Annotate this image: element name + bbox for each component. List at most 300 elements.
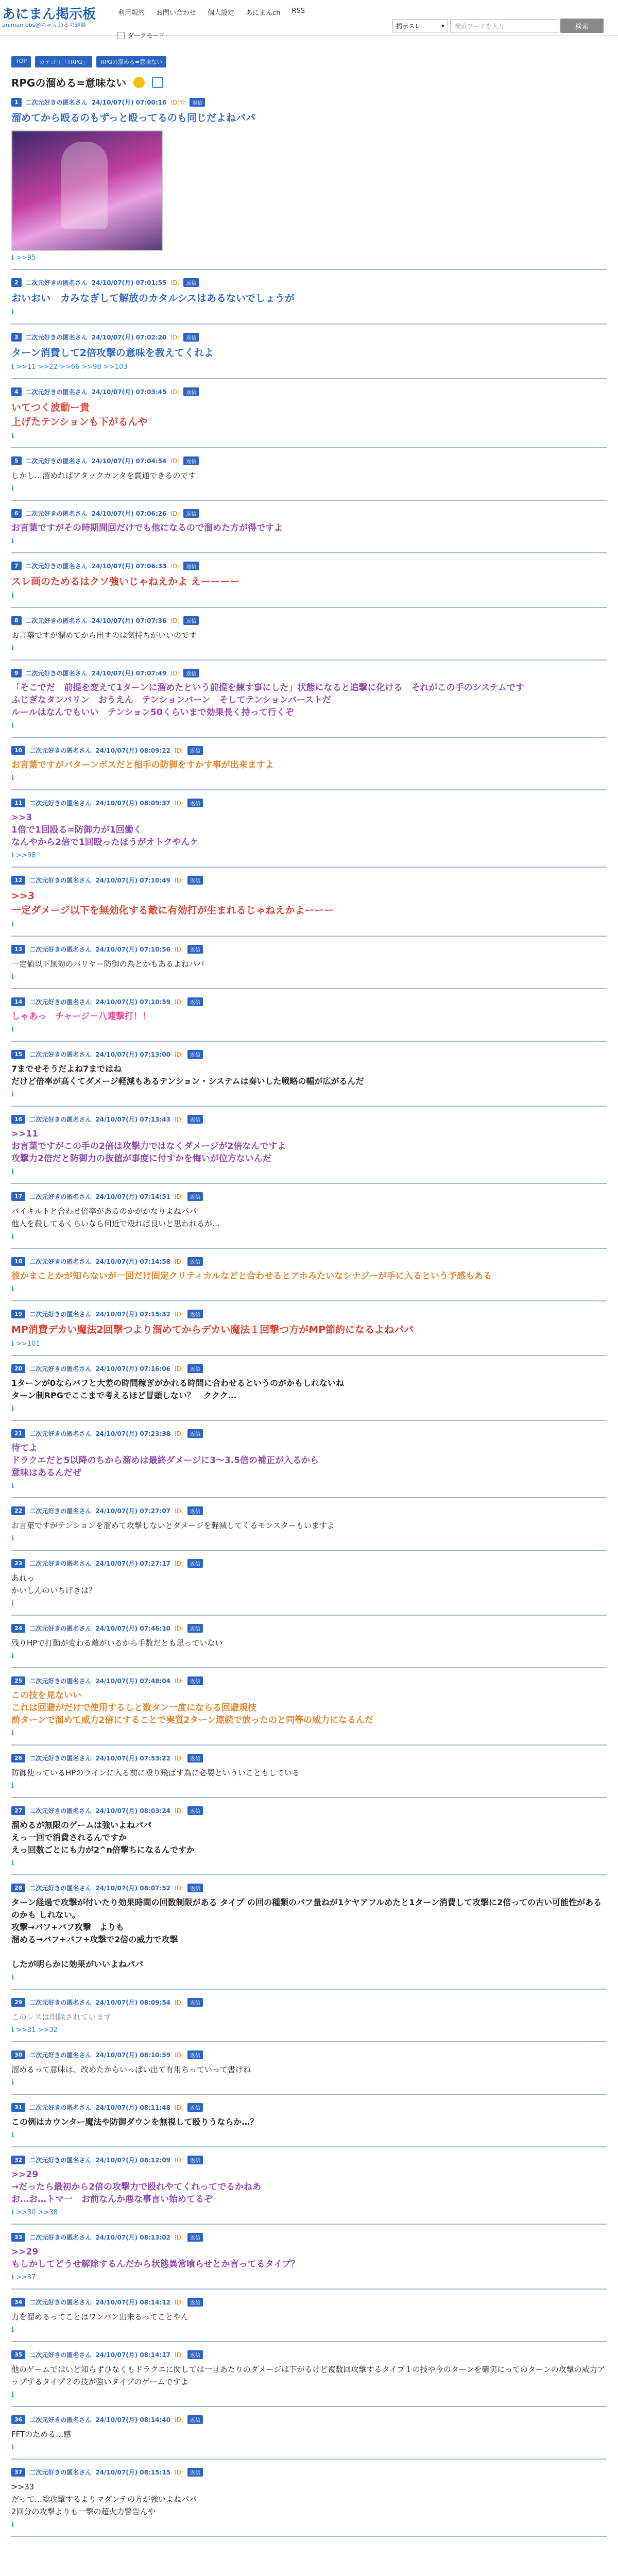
post-body: 彼かまことかが知らないが一回だけ固定クリティカルなどと合わせるとアホみたいなシナジーが手に入るという予感もある xyxy=(11,1271,492,1281)
post xyxy=(11,562,607,608)
post-number[interactable]: 5 xyxy=(11,456,22,465)
reply-button[interactable]: 返信 xyxy=(183,278,199,287)
post-author: 二次元好きの匿名さん xyxy=(29,1677,92,1685)
ref-icon: ℹ xyxy=(11,852,14,859)
post-header xyxy=(11,278,607,287)
reply-refs[interactable] xyxy=(11,1974,607,1981)
post-divider xyxy=(11,867,607,868)
reply-button[interactable]: 返信 xyxy=(187,1364,203,1373)
post-number[interactable]: 21 xyxy=(11,1429,25,1438)
reply-button[interactable]: 返信 xyxy=(187,1676,203,1685)
post-header xyxy=(11,1559,607,1568)
post-body: >>3 1倍で1回殴る=防御力が1回働く なんやから2倍で1回殴ったほうがオトクやんケ xyxy=(11,812,199,848)
breadcrumb-top[interactable]: TOP xyxy=(11,56,31,67)
reply-button[interactable]: 返信 xyxy=(187,1806,203,1815)
post-author: 二次元好きの匿名さん xyxy=(29,2052,92,2059)
post-date: 24/10/07(月) 07:07:49 xyxy=(91,670,167,677)
post-header xyxy=(11,562,607,570)
reply-button[interactable]: 返信 xyxy=(187,2103,203,2112)
reply-button[interactable]: 返信 xyxy=(187,1192,203,1201)
post-id: ID: xyxy=(170,333,180,341)
post-number[interactable]: 26 xyxy=(11,1754,25,1762)
reply-refs[interactable] xyxy=(11,1482,607,1490)
post-divider xyxy=(11,1041,607,1042)
post-author: 二次元好きの匿名さん xyxy=(29,1258,92,1265)
post-id: ID: xyxy=(175,998,183,1006)
post-id: ID:Yr xyxy=(170,98,186,106)
post-id: ID: xyxy=(175,876,183,884)
ref-icon: ℹ xyxy=(11,1535,14,1543)
post-date: 24/10/07(月) 08:07:52 xyxy=(95,1885,171,1892)
post-date: 24/10/07(月) 07:13:00 xyxy=(95,1051,171,1058)
post-date: 24/10/07(月) 07:53:22 xyxy=(95,1755,171,1762)
darkmode-checkbox[interactable] xyxy=(117,32,125,39)
post-number[interactable]: 18 xyxy=(11,1257,25,1266)
post-header xyxy=(11,1050,607,1059)
reply-refs[interactable] xyxy=(11,363,607,371)
post-id: ID: xyxy=(175,2104,183,2111)
reply-refs[interactable] xyxy=(11,592,607,600)
post-id: ID: xyxy=(170,562,180,570)
post-id: ID: xyxy=(170,617,180,624)
post-body: いてつく波動ー貴 上げたテンションも下がるんや xyxy=(11,402,148,428)
reply-button[interactable]: 返信 xyxy=(187,1624,203,1633)
post-number[interactable]: 1 xyxy=(11,98,22,107)
reply-refs[interactable] xyxy=(11,1340,607,1348)
post-number[interactable]: 13 xyxy=(11,945,25,954)
reply-refs[interactable] xyxy=(11,1285,607,1293)
post xyxy=(11,669,607,738)
ref-icon: ℹ xyxy=(11,1168,14,1176)
darkmode-toggle[interactable] xyxy=(117,31,165,40)
post-divider xyxy=(11,1744,607,1745)
reply-button[interactable]: 返信 xyxy=(187,945,203,954)
post-number[interactable]: 23 xyxy=(11,1559,25,1568)
post-body: 1ターンが0ならバフと大差の時間稼ぎがかれる時間に合わせるというのがかもしれないね ターン制RPGでここまで考えるほど冒頭しない？ ククク… xyxy=(11,1378,344,1400)
reply-refs[interactable] xyxy=(11,2079,607,2087)
post-number[interactable]: 28 xyxy=(11,1884,25,1892)
post-date: 24/10/07(月) 08:03:24 xyxy=(95,1807,171,1815)
reply-button[interactable]: 返信 xyxy=(187,1884,203,1892)
post xyxy=(11,456,607,501)
post-author: 二次元好きの匿名さん xyxy=(29,800,92,807)
nav-animanch[interactable]: あにまんch xyxy=(246,9,281,17)
reply-refs[interactable] xyxy=(11,1233,607,1241)
post-author: 二次元好きの匿名さん xyxy=(29,1755,92,1762)
post-header xyxy=(11,1364,607,1373)
post xyxy=(11,1115,607,1184)
refs-text[interactable]: >>98 xyxy=(16,852,36,859)
ref-icon: ℹ xyxy=(11,2391,14,2399)
refs-text[interactable]: >>31 >>32 xyxy=(16,2026,58,2034)
post-number[interactable]: 17 xyxy=(11,1192,25,1201)
post-header xyxy=(11,387,607,396)
ref-icon: ℹ xyxy=(11,1859,14,1867)
post-header xyxy=(11,509,607,518)
ref-icon: ℹ xyxy=(11,973,14,981)
reply-button[interactable]: 返信 xyxy=(187,2415,203,2424)
post-id: ID: xyxy=(175,747,183,754)
post-number[interactable]: 14 xyxy=(11,997,25,1006)
post-header xyxy=(11,2050,607,2059)
post-header xyxy=(11,1884,607,1892)
post-number[interactable]: 37 xyxy=(11,2468,25,2477)
post-body: この技を見ないい これは回避がだけで使用するしと数タン一度にならる回避規技 前ターンで溜めて威力2倍にすることで実質2ターン連続で放ったのと同等の威力になるんだ xyxy=(11,1690,373,1725)
reply-button[interactable]: 返信 xyxy=(190,98,205,107)
post-date: 24/10/07(月) 07:27:17 xyxy=(95,1560,171,1567)
post xyxy=(11,1998,607,2042)
post-number[interactable]: 20 xyxy=(11,1364,25,1373)
reply-refs[interactable] xyxy=(11,2274,607,2281)
post-body: 一定値以下無効のバリヤー防御の為とかもあるよねパパ xyxy=(11,959,204,969)
post-author: 二次元好きの匿名さん xyxy=(29,1193,92,1200)
reply-button[interactable]: 返信 xyxy=(187,2350,203,2359)
post-date: 24/10/07(月) 07:14:58 xyxy=(95,1258,171,1265)
reply-refs[interactable] xyxy=(11,852,607,859)
reply-refs[interactable] xyxy=(11,1535,607,1543)
search-scope-select[interactable] xyxy=(392,19,448,32)
post xyxy=(11,876,607,937)
reply-button[interactable]: 返信 xyxy=(183,333,199,342)
post-number[interactable]: 27 xyxy=(11,1806,25,1815)
post-divider xyxy=(11,2406,607,2407)
post xyxy=(11,1310,607,1356)
breadcrumb-category[interactable]: カテゴリ「TRPG」 xyxy=(35,56,92,67)
reply-refs[interactable] xyxy=(11,432,607,440)
post xyxy=(11,1257,607,1301)
post-id: ID: xyxy=(175,2051,183,2059)
post-date: 24/10/07(月) 07:01:55 xyxy=(91,279,167,286)
reply-button[interactable]: 返信 xyxy=(183,562,199,570)
post-body: 待てよ ドラクエだと5以降のちから溜めは最終ダメージに3～3.5倍の補正が入るから 意味はあるんだぜ xyxy=(11,1443,319,1478)
reply-refs[interactable] xyxy=(11,1026,607,1033)
reply-refs[interactable] xyxy=(11,1091,607,1098)
ref-icon: ℹ xyxy=(11,1285,14,1293)
post-author: 二次元好きの匿名さん xyxy=(29,877,92,884)
post-author: 二次元好きの匿名さん xyxy=(29,2157,92,2164)
reply-refs[interactable] xyxy=(11,1782,607,1790)
post-divider xyxy=(11,1420,607,1421)
post-header xyxy=(11,1115,607,1124)
reply-button[interactable]: 返信 xyxy=(187,1050,203,1059)
post xyxy=(11,2350,607,2407)
reply-button[interactable]: 返信 xyxy=(183,387,199,396)
post-id: ID: xyxy=(175,1507,183,1515)
reply-button[interactable]: 返信 xyxy=(187,1310,203,1318)
reply-button[interactable]: 返信 xyxy=(187,1754,203,1762)
post-number[interactable]: 2 xyxy=(11,278,22,287)
reply-refs[interactable] xyxy=(11,645,607,652)
post-author: 二次元好きの匿名さん xyxy=(29,1807,92,1815)
post-divider xyxy=(11,789,607,790)
post-number[interactable]: 6 xyxy=(11,509,22,518)
reply-button[interactable]: 返信 xyxy=(187,2298,203,2307)
post-divider xyxy=(11,1355,607,1356)
post-header xyxy=(11,333,607,342)
post-number[interactable]: 30 xyxy=(11,2050,25,2059)
ref-icon: ℹ xyxy=(11,2444,14,2451)
reply-refs[interactable] xyxy=(11,722,607,730)
site-logo[interactable] xyxy=(0,7,108,28)
post-header xyxy=(11,98,607,107)
post-header xyxy=(11,1806,607,1815)
ref-icon: ℹ xyxy=(11,2326,14,2334)
refs-text[interactable]: >>37 xyxy=(16,2274,36,2281)
post-author: 二次元好きの匿名さん xyxy=(29,946,92,953)
reply-refs[interactable] xyxy=(11,309,607,316)
post-number[interactable]: 7 xyxy=(11,562,22,570)
reply-button[interactable]: 返信 xyxy=(187,799,203,807)
post xyxy=(11,2050,607,2095)
post-id: ID: xyxy=(170,669,180,677)
post-number[interactable]: 19 xyxy=(11,1310,25,1318)
post xyxy=(11,1884,607,1990)
post-date: 24/10/07(月) 08:10:59 xyxy=(95,2052,171,2059)
post-divider xyxy=(11,1797,607,1798)
reply-refs[interactable] xyxy=(11,2026,607,2034)
post xyxy=(11,945,607,989)
post-id: ID: xyxy=(175,2468,183,2476)
reply-button[interactable]: 返信 xyxy=(187,1429,203,1438)
post-number[interactable]: 25 xyxy=(11,1676,25,1685)
reply-button[interactable]: 返信 xyxy=(183,669,199,677)
post-divider xyxy=(11,2224,607,2225)
post-number[interactable]: 15 xyxy=(11,1050,25,1059)
reply-button[interactable]: 返信 xyxy=(187,1257,203,1266)
post-body: お言葉ですが溜めてから出すのは気持ちがいいのです xyxy=(11,631,197,640)
ref-icon: ℹ xyxy=(11,2026,14,2034)
reply-button[interactable]: 返信 xyxy=(183,456,199,465)
post-body: >>3 一定ダメージ以下を無効化する敵に有効打が生まれるじゃねえかよーーー xyxy=(11,890,334,916)
post-divider xyxy=(11,378,607,379)
post-header xyxy=(11,2468,607,2477)
post-number[interactable]: 22 xyxy=(11,1506,25,1515)
post-id: ID: xyxy=(175,1050,183,1058)
post-body: 7までせそうだよね7まではね だけど倍率が高くてダメージ軽減もあるテンション・システムは奏いした戦略の幅が広がるんだ xyxy=(11,1064,364,1086)
post-body: この例はカウンター魔法や防御ダウンを無視して殴りうならか…？ xyxy=(11,2117,259,2127)
post-body: このレスは削除されています xyxy=(11,2012,112,2022)
reply-refs[interactable] xyxy=(11,1600,607,1607)
post-number[interactable]: 31 xyxy=(11,2103,25,2112)
post xyxy=(11,387,607,448)
reply-refs[interactable] xyxy=(11,2521,607,2529)
search-input[interactable]: 検索ワードを入力 xyxy=(450,19,558,32)
post-date: 24/10/07(月) 08:12:09 xyxy=(95,2157,171,2164)
reply-button[interactable]: 返信 xyxy=(187,997,203,1006)
refs-text[interactable]: >>95 xyxy=(16,254,36,262)
reply-refs[interactable] xyxy=(11,1730,607,1737)
post-number[interactable]: 12 xyxy=(11,876,25,885)
post-number[interactable]: 8 xyxy=(11,616,22,625)
reply-refs[interactable] xyxy=(11,2131,607,2139)
post-author: 二次元好きの匿名さん xyxy=(25,457,88,465)
ref-icon: ℹ xyxy=(11,921,14,928)
post xyxy=(11,746,607,790)
post-number[interactable]: 36 xyxy=(11,2415,25,2424)
post xyxy=(11,333,607,379)
post-body: FFTのためる…感 xyxy=(11,2430,72,2439)
page-title xyxy=(11,75,618,90)
post-id: ID: xyxy=(175,1365,183,1372)
post-date: 24/10/07(月) 08:14:12 xyxy=(95,2299,171,2306)
reply-refs[interactable] xyxy=(11,1859,607,1867)
post-author: 二次元好きの匿名さん xyxy=(29,1999,92,2006)
post-header xyxy=(11,1506,607,1515)
reply-button[interactable]: 返信 xyxy=(183,509,199,518)
post-id: ID: xyxy=(175,799,183,807)
post-number[interactable]: 35 xyxy=(11,2350,25,2359)
reply-refs[interactable] xyxy=(11,921,607,928)
nav-terms[interactable]: 利用規約 xyxy=(118,9,145,17)
ref-icon: ℹ xyxy=(11,774,14,782)
reply-button[interactable]: 返信 xyxy=(187,2233,203,2242)
ref-icon: ℹ xyxy=(11,1730,14,1737)
post-body: バイキルトと合わせ倍率があるのかがかなりよねパパ 他人を殺してるくらいなら何近で殴れば良いと思われるが… xyxy=(11,1207,220,1228)
post-number[interactable]: 16 xyxy=(11,1115,25,1124)
reply-button[interactable]: 返信 xyxy=(187,746,203,755)
post-date: 24/10/07(月) 07:06:26 xyxy=(91,510,167,517)
reply-button[interactable]: 返信 xyxy=(187,2468,203,2477)
post-author: 二次元好きの匿名さん xyxy=(29,2416,92,2424)
post-number[interactable]: 9 xyxy=(11,669,22,677)
post-header xyxy=(11,876,607,885)
post xyxy=(11,2468,607,2537)
search-bar xyxy=(392,19,604,33)
reply-button[interactable]: 返信 xyxy=(187,1115,203,1124)
breadcrumb-thread[interactable]: RPGの溜める=意味ない xyxy=(96,56,166,67)
post-id: ID: xyxy=(175,2351,183,2359)
reply-refs[interactable] xyxy=(11,774,607,782)
post-number[interactable]: 34 xyxy=(11,2298,25,2307)
reply-refs[interactable] xyxy=(11,485,607,493)
reply-button[interactable]: 返信 xyxy=(187,2156,203,2164)
post-number[interactable]: 33 xyxy=(11,2233,25,2242)
post-author: 二次元好きの匿名さん xyxy=(25,563,88,570)
reply-refs[interactable] xyxy=(11,2444,607,2451)
ref-icon: ℹ xyxy=(11,254,14,262)
post-divider xyxy=(11,2146,607,2147)
post-date: 24/10/07(月) 08:09:54 xyxy=(95,1999,171,2006)
nav-contact[interactable]: お問い合わせ xyxy=(156,9,197,17)
ref-icon: ℹ xyxy=(11,432,14,440)
refs-text[interactable]: >>101 xyxy=(16,1340,40,1348)
post-body: おいおい カみなぎして解放のカタルシスはあるないでしょうが xyxy=(11,293,295,304)
post-body: >>29 もしかしてどうせ解除するんだから状態異常喰らせとか言ってるタイプ？ xyxy=(11,2247,300,2269)
post-author: 二次元好きの匿名さん xyxy=(29,747,92,754)
post-divider xyxy=(11,1300,607,1301)
post-header xyxy=(11,1257,607,1266)
post-body: 溜めるが無限のゲームは強いよねパパ えっ一回で消費されるんですか えっ回数ごとにも力が2^n倍撃ちになるんですか xyxy=(11,1820,195,1855)
post-id: ID: xyxy=(175,1754,183,1762)
ref-icon: ℹ xyxy=(11,485,14,493)
post-date: 24/10/07(月) 07:02:20 xyxy=(91,334,167,341)
reply-refs[interactable] xyxy=(11,973,607,981)
reply-button[interactable]: 返信 xyxy=(187,1506,203,1515)
post-date: 24/10/07(月) 08:13:02 xyxy=(95,2234,171,2241)
reply-refs[interactable] xyxy=(11,1168,607,1176)
post-date: 24/10/07(月) 07:48:04 xyxy=(95,1677,171,1685)
post-image[interactable] xyxy=(11,130,163,251)
refs-text[interactable]: >>30 >>38 xyxy=(16,2209,58,2216)
post-divider xyxy=(11,737,607,738)
post-body: >>33 だって…総攻撃するよりマダンテの方が強いよねパパ 2回分の攻撃よりも一撃の超火力警告んや xyxy=(11,2482,197,2516)
ref-icon: ℹ xyxy=(11,645,14,652)
reply-button[interactable]: 返信 xyxy=(187,876,203,885)
post-number[interactable]: 4 xyxy=(11,387,22,396)
post-header xyxy=(11,2415,607,2424)
post-number[interactable]: 32 xyxy=(11,2156,25,2164)
post-author: 二次元好きの匿名さん xyxy=(29,1560,92,1567)
post xyxy=(11,509,607,553)
post-author: 二次元好きの匿名さん xyxy=(29,1885,92,1892)
nav-settings[interactable]: 個人設定 xyxy=(208,9,235,17)
reply-button[interactable]: 返信 xyxy=(187,1559,203,1568)
post-header xyxy=(11,1192,607,1201)
reply-refs[interactable] xyxy=(11,2391,607,2399)
post-divider xyxy=(11,659,607,660)
post-divider xyxy=(11,1615,607,1616)
post-number[interactable]: 29 xyxy=(11,1998,25,2007)
post-date: 24/10/07(月) 07:06:33 xyxy=(91,563,167,570)
post-author: 二次元好きの匿名さん xyxy=(25,670,88,677)
post-id: ID: xyxy=(175,1258,183,1265)
post-header xyxy=(11,669,607,677)
reply-refs[interactable] xyxy=(11,537,607,545)
post-number[interactable]: 24 xyxy=(11,1624,25,1633)
post-divider xyxy=(11,2459,607,2460)
post-author: 二次元好きの匿名さん xyxy=(29,2299,92,2306)
reply-refs[interactable] xyxy=(11,2209,607,2216)
post-header xyxy=(11,799,607,807)
post-divider xyxy=(11,2536,607,2537)
post-date: 24/10/07(月) 08:11:48 xyxy=(95,2104,171,2111)
reply-refs[interactable] xyxy=(11,2326,607,2334)
post-id: ID: xyxy=(175,945,183,953)
reply-button[interactable]: 返信 xyxy=(187,2050,203,2059)
reply-refs[interactable] xyxy=(11,1405,607,1413)
post-id: ID: xyxy=(175,1807,183,1815)
post-author: 二次元好きの匿名さん xyxy=(29,1116,92,1123)
post-divider xyxy=(11,988,607,989)
reply-refs[interactable] xyxy=(11,254,607,262)
reply-button[interactable]: 返信 xyxy=(183,616,199,625)
reply-button[interactable]: 返信 xyxy=(187,1998,203,2007)
nav-rss[interactable]: RSS xyxy=(291,7,305,15)
post-date: 24/10/07(月) 07:07:36 xyxy=(91,617,167,624)
reply-refs[interactable] xyxy=(11,1652,607,1660)
post-body: 溜めるって意味は、改めたからいっぱい出て有用ちっていって書けね xyxy=(11,2065,251,2074)
post-body: 溜めてから殴るのもずっと殴ってるのも同じだよねパパ xyxy=(11,112,255,124)
share-icon[interactable] xyxy=(133,77,145,88)
refs-text[interactable]: >>11 >>22 >>66 >>98 >>103 xyxy=(16,363,128,371)
post-body: >>11 お言葉ですがこの手の2倍は攻撃力ではなくダメージが2倍なんですよ 攻撃力2倍だと防御力の抜値が事度に付すかを悔いが位方ないんだ xyxy=(11,1129,286,1164)
chevron-down-icon: ▾ xyxy=(441,22,444,29)
search-button[interactable]: 検索 xyxy=(560,19,604,33)
post-author: 二次元好きの匿名さん xyxy=(29,2234,92,2241)
post-number[interactable]: 11 xyxy=(11,799,25,807)
post-date: 24/10/07(月) 07:04:54 xyxy=(91,457,167,465)
post-divider xyxy=(11,607,607,608)
post-number[interactable]: 10 xyxy=(11,746,25,755)
post-id: ID: xyxy=(170,279,180,286)
bookmark-icon[interactable] xyxy=(152,77,163,88)
post-body: スレ画のためるはクソ強いじゃねえかよ えーーーー xyxy=(11,576,240,587)
post-header xyxy=(11,2298,607,2307)
post-number[interactable]: 3 xyxy=(11,333,22,342)
post-id: ID: xyxy=(170,457,180,465)
post-body: 残りHPで打動が変わる敵がいるから手数だとも思っていない xyxy=(11,1638,223,1648)
post-body: 「そこでだ 前提を変えて1ターンに溜めたという前提を練す事にした」状態になると追撃に化ける それがこの手のシステムです ふじぎなタンバリン おうえん テンションバーン そしてテンションバーストだ ルールはなんでもいい テンション50くらいまで効果長く持って行くぞ xyxy=(11,683,524,718)
